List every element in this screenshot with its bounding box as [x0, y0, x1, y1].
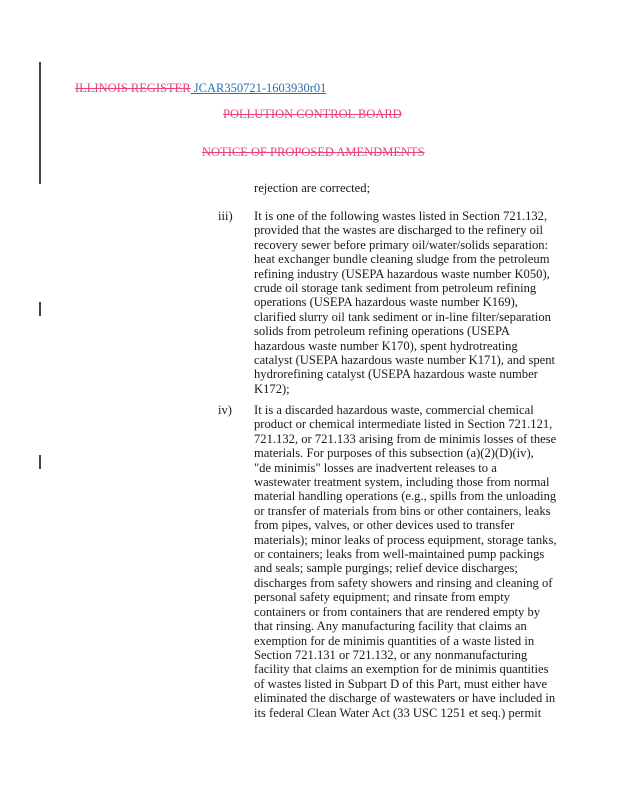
change-bar	[39, 62, 41, 184]
text-line: hydrorefining catalyst (USEPA hazardous waste number	[254, 367, 538, 382]
text-line: or containers; leaks from well-maintained pump packings	[254, 547, 545, 562]
text-line: recovery sewer before primary oil/water/solids separation:	[254, 237, 549, 252]
text-line: of wastes listed in Subpart D of this Part, must either have	[254, 676, 548, 691]
continuation-text	[254, 181, 370, 195]
text-line: rejection are corrected;	[254, 181, 371, 195]
text-line: It is a discarded hazardous waste, commercial chemical	[254, 403, 534, 417]
text-line: eliminated the discharge of wastewaters or have included in	[254, 691, 556, 706]
change-bar	[39, 302, 41, 316]
text-line: material handling operations (e.g., spills from the unloading	[254, 489, 557, 504]
text-line: product or chemical intermediate listed in Section 721.121,	[254, 417, 553, 432]
text-line: wastewater treatment system, including those from normal	[254, 475, 550, 490]
text-line: personal safety equipment; and rinsate from empty	[254, 590, 510, 605]
text-line: containers or from containers that are rendered empty by	[254, 604, 541, 619]
text-line: hazardous waste number K170), spent hydrotreating	[254, 338, 518, 353]
change-bar	[39, 455, 41, 469]
item-label: iii)	[218, 209, 233, 223]
text-line: its federal Clean Water Act (33 USC 1251 et seq.) permit	[254, 705, 542, 720]
text-line: and seals; sample purgings; relief device discharges;	[254, 561, 518, 576]
text-line: It is one of the following wastes listed in Section 721.132,	[254, 209, 548, 223]
register-inserted-text: JCAR350721-1603930r01	[190, 81, 327, 95]
register-header	[75, 81, 326, 96]
text-line: materials); minor leaks of process equipment, storage tanks,	[254, 532, 557, 547]
register-deleted-text: ILLINOIS REGISTER	[75, 81, 191, 95]
text-line: 721.132, or 721.133 arising from de minimis losses of these	[254, 431, 557, 446]
text-line: crude oil storage tank sediment from petroleum refining	[254, 281, 537, 296]
text-line: K172);	[254, 381, 290, 396]
text-line: or transfer of materials from bins or other containers, leaks	[254, 503, 551, 518]
text-line: heat exchanger bundle cleaning sludge from the petroleum	[254, 252, 550, 267]
text-line: that rinsing. Any manufacturing facility that claims an	[254, 619, 527, 634]
text-line: Section 721.131 or 721.132, or any nonmanufacturing	[254, 647, 528, 662]
item-iii-paragraph	[254, 209, 555, 396]
text-line: provided that the wastes are discharged to the refinery oil	[254, 223, 543, 238]
text-line: clarified slurry oil tank sediment or in-line filter/separation	[254, 309, 551, 324]
notice-heading: NOTICE OF PROPOSED AMENDMENTS	[202, 145, 425, 159]
text-line: from pipes, valves, or other devices used to transfer	[254, 518, 515, 533]
text-line: operations (USEPA hazardous waste number K169),	[254, 295, 518, 310]
item-iv-paragraph	[254, 403, 557, 720]
text-line: materials. For purposes of this subsection (a)(2)(D)(iv),	[254, 446, 534, 461]
text-line: exemption for de minimis quantities of a waste listed in	[254, 633, 535, 648]
text-line: "de minimis" losses are inadvertent releases to a	[254, 460, 497, 475]
text-line: facility that claims an exemption for de minimis quantities	[254, 662, 549, 677]
board-heading: POLLUTION CONTROL BOARD	[223, 107, 402, 121]
text-line: solids from petroleum refining operations (USEPA	[254, 324, 510, 339]
text-line: catalyst (USEPA hazardous waste number K171), and spent	[254, 353, 556, 368]
text-line: discharges from safety showers and rinsing and cleaning of	[254, 575, 553, 590]
text-line: refining industry (USEPA hazardous waste number K050),	[254, 266, 550, 281]
item-label: iv)	[218, 403, 232, 417]
